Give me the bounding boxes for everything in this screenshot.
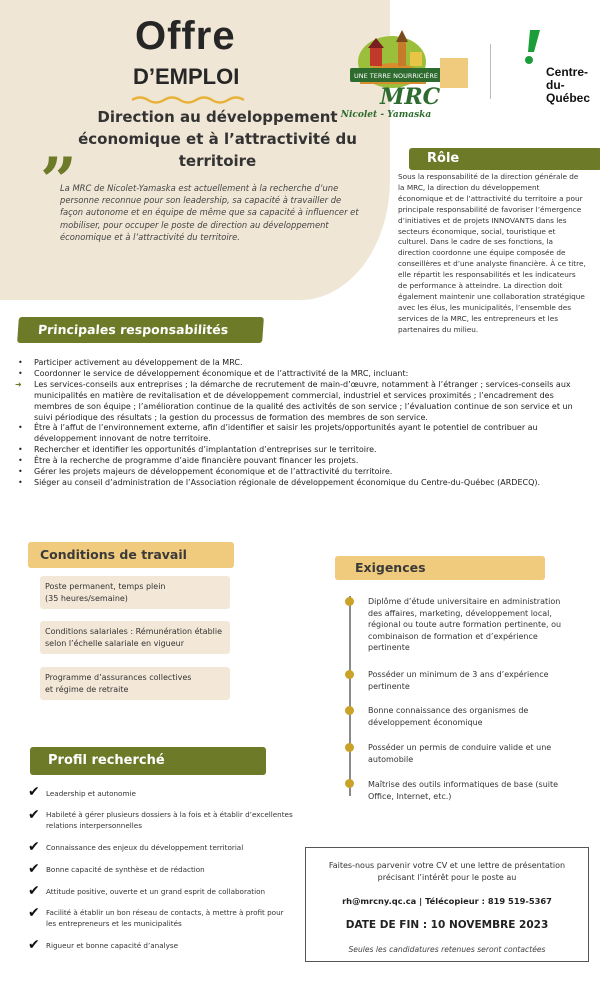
mrc-logo (340, 22, 480, 122)
profil-heading: Profil recherché (30, 747, 266, 775)
condition-item: Poste permanent, temps plein (35 heures/semaine) (40, 576, 230, 609)
condition-item: Conditions salariales : Rémunération établie selon l’échelle salariale en vigueur (40, 621, 230, 654)
profil-item: Connaissance des enjeux du développement territorial (46, 843, 244, 852)
emploi-heading: D’EMPLOI (133, 64, 240, 89)
checkmark-icon: ✔ (28, 905, 40, 921)
list-item: • Gérer les projets majeurs de développement économique et de l’attractivité du territoire. (14, 467, 589, 478)
contact-email-phone[interactable]: rh@mrcny.qc.ca | Télécopieur : 819 519-5367 (342, 896, 552, 906)
profil-item: Leadership et autonomie (46, 789, 136, 798)
profil-item: Bonne capacité de synthèse et de rédaction (46, 865, 205, 874)
mrc-subtitle-text: Nicolet - Yamaska (340, 110, 432, 120)
exigence-item: Posséder un minimum de 3 ans d’expérience pertinente (368, 670, 549, 691)
list-item: • Participer activement au développement de la MRC. (14, 358, 589, 369)
contact-intro: Faites-nous parvenir votre CV et une lettre de présentation précisant l’intérêt pour le poste au (328, 861, 566, 882)
exigence-item: Posséder un permis de conduire valide et une automobile (368, 743, 552, 764)
timeline-dot (345, 706, 354, 715)
conditions-heading: Conditions de travail (28, 542, 234, 568)
checkmark-icon: ✔ (28, 937, 40, 953)
timeline-dot (345, 670, 354, 679)
list-item: • Être à la recherche de programme d’aide financière pouvant financer les projets. (14, 456, 589, 467)
mrc-name-text: MRC (380, 84, 441, 110)
checkmark-icon: ✔ (28, 839, 40, 855)
list-item: • Être à l’affut de l’environnement externe, afin d’identifier et saisir les projets/opportunités ayant le potentiel de contribuer au développement innovant de notre territoire. (14, 423, 589, 445)
job-title: Direction au développement économique et à l’attractivité du territoire (78, 108, 357, 170)
timeline-dot (345, 743, 354, 752)
decorative-squiggle (130, 94, 250, 104)
responsibilities-list (14, 358, 589, 489)
mrc-banner-text: UNE TERRE NOURRICIÈRE (354, 72, 438, 80)
exigence-item: Bonne connaissance des organismes de développement économique (368, 706, 529, 727)
exigences-timeline (349, 596, 351, 796)
timeline-dot (345, 779, 354, 788)
profil-item: Rigueur et bonne capacité d’analyse (46, 941, 179, 950)
offre-heading: Offre (135, 14, 236, 58)
list-item: • Rechercher et identifier les opportunités d’implantation d’entreprises sur le territoire. (14, 445, 589, 456)
checkmark-icon: ✔ (28, 883, 40, 899)
logo-divider (490, 44, 491, 99)
checkmark-icon: ✔ (28, 784, 40, 800)
centre-du-quebec-text: Centre- du- Québec (546, 65, 591, 105)
condition-item: Programme d’assurances collectives et régime de retraite (40, 667, 230, 700)
quote-mark-icon: ” (40, 144, 77, 219)
timeline-dot (345, 597, 354, 606)
responsibilities-heading: Principales responsabilités (17, 317, 264, 343)
exigences-heading: Exigences (335, 556, 545, 580)
list-item: ➜ Les services-conseils aux entreprises ; la démarche de recrutement de main-d’œuvre, notamment à l’étranger ; services-conseils aux municipalités en matière de revitalisation et de développement commercial, industriel et services proximités ; l’encadrement des membres de son équipe ; l’amélioration continue de la qualité des activités de son service ; l’évaluation continue de son service et un suivi périodique des résultats ; la gestion du processus de formation des membres de son service. (14, 380, 589, 424)
exigence-item: Diplôme d’étude universitaire en administration des affaires, marketing, développement local, régional ou toute autre formation pertinente, ou combinaison de formation et d’expérience pertinente (368, 597, 562, 652)
role-paragraph: Sous la responsabilité de la direction générale de la MRC, la direction du développement économique et de l’attractivité du territoire a pour principale responsabilité de favoriser l’émergence d’initiatives et de projets INNOVANTS dans les secteurs économique, social, touristique et culturel. Dans le cadre de ses fonctions, la direction coordonne une équipe composée de conseillères et d’une analyste financière. À ce titre, elle répartit les responsabilités et les indicateurs de performance à atteindre. La direction doit également maintenir une collaboration stratégique avec les élus, les municipalités, l’ensemble des services de la MRC, les entrepreneurs et les partenaires du milieu. (398, 172, 586, 334)
contact-note: Seules les candidatures retenues seront contactées (348, 945, 546, 954)
profil-item: Habileté à gérer plusieurs dossiers à la fois et à établir d’excellentes relations interpersonnelles (46, 810, 293, 830)
profil-item: Attitude positive, ouverte et un grand esprit de collaboration (46, 887, 266, 896)
centre-du-quebec-logo-icon (520, 30, 550, 66)
deadline: DATE DE FIN : 10 NOVEMBRE 2023 (345, 919, 549, 931)
intro-paragraph: La MRC de Nicolet-Yamaska est actuellement à la recherche d’une personne reconnue pour son leadership, sa capacité à travailler de façon autonome et en équipe de même que sa capacité à influencer et mobiliser, pour occuper le poste de direction au développement économique et à l’attractivité du territoire. (60, 183, 359, 242)
list-item: • Siéger au conseil d’administration de l’Association régionale de développement économique du Centre-du-Québec (ARDECQ). (14, 478, 589, 489)
exigence-item: Maîtrise des outils informatiques de base (suite Office, Internet, etc.) (368, 780, 559, 801)
role-heading: Rôle (409, 148, 600, 170)
list-item: • Coordonner le service de développement économique et de l’attractivité de la MRC, incluant: (14, 369, 589, 380)
checkmark-icon: ✔ (28, 807, 40, 823)
checkmark-icon: ✔ (28, 861, 40, 877)
profil-item: Facilité à établir un bon réseau de contacts, à mettre à profit pour les entrepreneurs et les municipalités (46, 908, 284, 928)
